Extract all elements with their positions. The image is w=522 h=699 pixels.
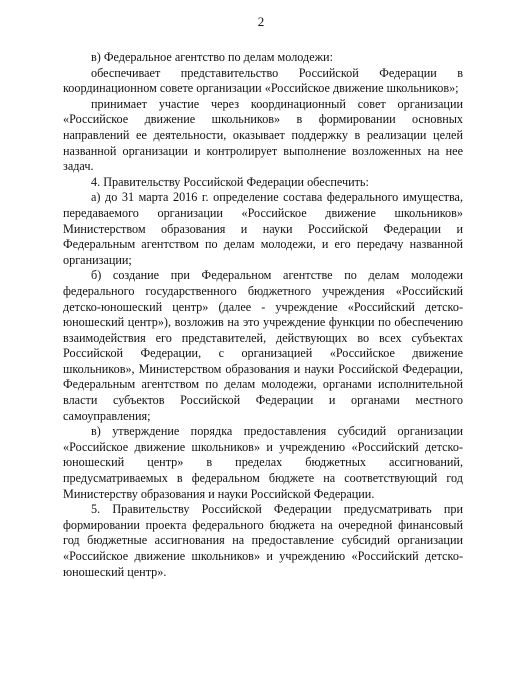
paragraph-item-5: 5. Правительству Российской Федерации предусматривать при формировании проекта федерального бюджета на очередной финансовый год бюджетные ассигнования на предоставление субсидий организации «Российское движение школьников» и учреждению «Российский детско-юношеский центр». <box>63 502 463 579</box>
paragraph-agency-heading: в) Федеральное агентство по делам молодежи: <box>91 50 333 64</box>
page-number: 2 <box>257 14 265 29</box>
paragraph-item-4a: а) до 31 марта 2016 г. определение состава федерального имущества, передаваемого организации «Российское движение школьников» Министерством образования и науки Российской Федерации и Федеральным агентством по делам молодежи, и его передачу названной организации; <box>63 190 463 267</box>
paragraph-participation: принимает участие через координационный совет организации «Российское движение школьников» в формировании основных направлений ее деятельности, оказывает поддержку в реализации целей названной организации и контролирует выполнение возложенных на нее задач. <box>63 96 463 174</box>
document-body <box>63 50 463 580</box>
paragraph-representation: обеспечивает представительство Российской Федерации в координационном совете организации «Российское движение школьников»; <box>63 65 463 96</box>
paragraph-item-4v: в) утверждение порядка предоставления субсидий организации «Российское движение школьников» и учреждению «Российский детско-юношеский центр» в пределах бюджетных ассигнований, предусматриваемых в федеральном бюджете на соответствующий год Министерству образования и науки Российской Федерации. <box>63 424 463 501</box>
paragraph-item-4-heading: 4. Правительству Российской Федерации обеспечить: <box>91 174 369 189</box>
paragraph-item-4b: б) создание при Федеральном агентстве по делам молодежи федерального государственного бюджетного учреждения «Российский детско-юношеский центр» (далее - учреждение «Российский детско-юношеский центр»), возложив на это учреждение функции по обеспечению взаимодействия его представителей, действующих во всех субъектах Российской Федерации, с организацией «Российское движение школьников», Министерством образования и науки Российской Федерации, Федеральным агентством по делам молодежи, органами исполнительной власти субъектов Российской Федерации и органами местного самоуправления; <box>63 268 463 423</box>
